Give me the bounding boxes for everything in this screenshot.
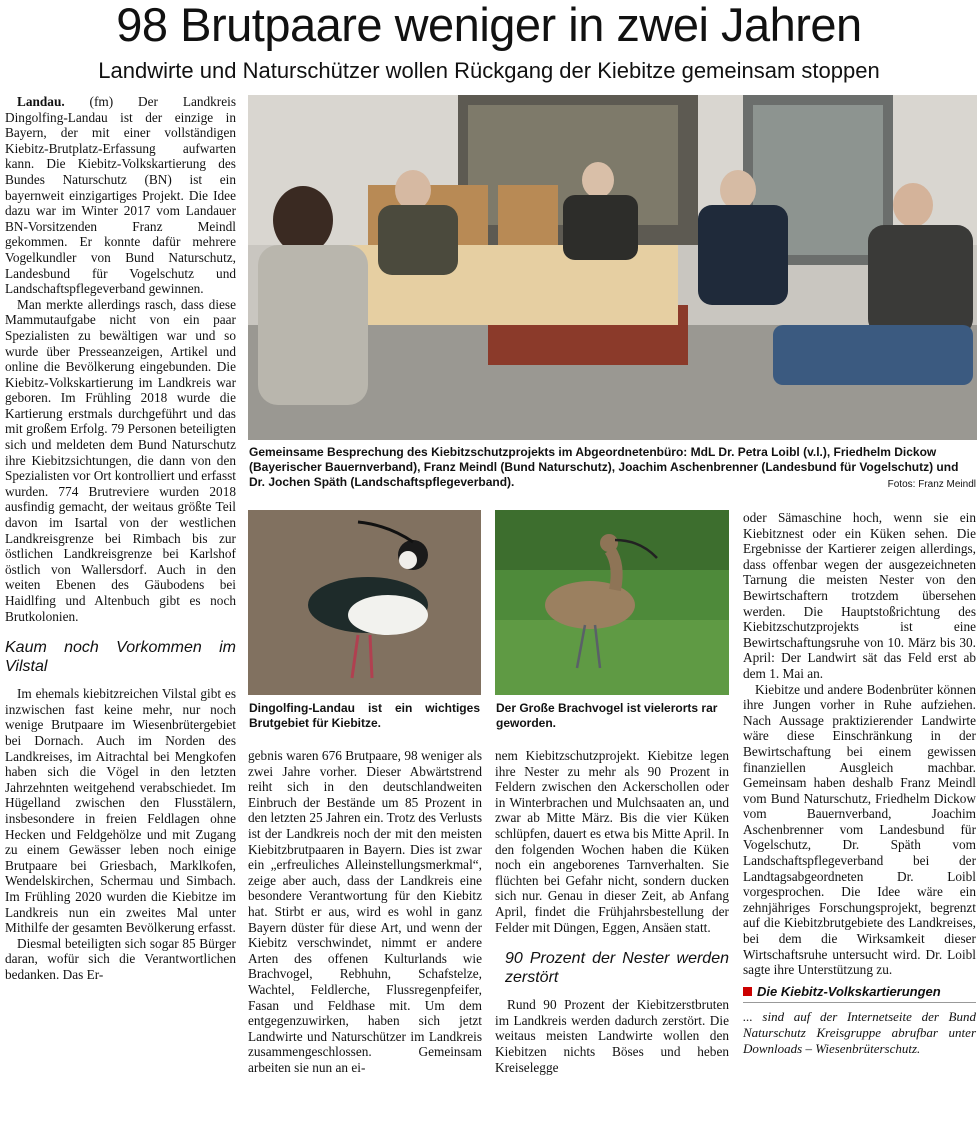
column-3 (495, 748, 729, 1075)
article-headline: 98 Brutpaare weniger in zwei Jahren (116, 0, 862, 51)
article-subheadline: Landwirte und Naturschützer wollen Rückgang der Kiebitze gemeinsam stoppen (98, 58, 880, 83)
paragraph: Im ehemals kiebitzreichen Vilstal gibt es inzwischen fast keine mehr, nur noch wenige Brutpaare im Wiesenbrütergebiet bei Dornach. Auch im Norden des Landkreises, im Aitrachtal bei Mengkofen haben sich die Vögel in den letzten Jahrzehnten weitgehend verabschiedet. Im Hügelland zwischen den Flusstälern, insbesondere in freien Feldlagen ohne Hecken und Feldgehölze und mit Zugang zu einem Gewässer leben noch einige Brutpaare bei Griesbach, Marklkofen, Wendelskirchen, Schermau und Simbach. Im Frühling 2020 wurden die Kiebitze im Landkreis nun ein zweites Mal unter Mithilfe der gesamten Bevölkerung erfasst. (5, 686, 236, 936)
paragraph: oder Sämaschine hoch, wenn sie ein Kiebitznest oder ein Küken sehen. Die Ergebnisse der Kartierer zeigen allerdings, dass offenbar wegen der ausgezeichneten Tarnung die meisten Nester von den Bewirtschaftern trotzdem übersehen werden. Die Hauptstoßrichtung des Kiebitzschutzprojekts ist eine Bewirtschaftungsruhe von 10. März bis 30. April: Der Landwirt sät das Feld erst ab dem 1. Mai an. (743, 510, 976, 681)
main-photo-caption: Gemeinsame Besprechung des Kiebitzschutzprojekts im Abgeordnetenbüro: MdL Dr. Petra Loibl (v.l.), Friedhelm Dickow (Bayerischer Bauernverband), Franz Meindl (Bund Naturschutz), Joachim Aschenbrenner (Landesbund für Vogelschutz) und Dr. Jochen Späth (Landschaftspflegeverband). Fotos: Franz Meindl (249, 445, 976, 490)
paragraph: Man merkte allerdings rasch, dass diese Mammutaufgabe nicht von ein paar Spezialisten zu bewältigen war und so wurde über Presseanzeigen, Artikel und online die Bevölkerung eingebunden. Die Kiebitz-Volkskartierung im Landkreis war geboren. Im Frühling 2018 wurde die Kartierung erstmals durchgeführt und das mit großem Erfolg. 79 Personen beteiligten sich und meldeten dem Bund Naturschutz ihre Kiebitzsichtungen, die dann von den Spezialisten vor Ort kontrolliert und erfasst wurden. 774 Brutreviere wurden 2018 ausfindig gemacht, der weitaus größte Teil davon im Isartal von der westlichen Landkreisgrenze bei Rimbach bis zur östlichen Landkreisgrenze bei Karlshof östlich von Wallersdorf. Auch in den weiten Ebenen des Gäubodens bei Haidlfing und Altenbuch gibt es noch Brutkolonien. (5, 296, 236, 624)
paragraph: Diesmal beteiligten sich sogar 85 Bürger daran, wofür sich die Verantwortlichen bedanken. Das Er- (5, 935, 236, 982)
curlew-image (495, 510, 729, 695)
dateline: Landau. (17, 94, 65, 109)
lapwing-photo (248, 510, 481, 695)
main-photo (248, 95, 977, 440)
lapwing-photo-caption: Dingolfing-Landau ist ein wichtiges Brutgebiet für Kiebitze. (249, 701, 480, 730)
column-1 (5, 94, 236, 982)
section-subhead: 90 Prozent der Nester werden zerstört (505, 950, 729, 987)
photo-credit: Fotos: Franz Meindl (887, 479, 976, 490)
lapwing-image (248, 510, 481, 695)
curlew-photo-caption: Der Große Brachvogel ist vielerorts rar geworden. (496, 701, 718, 730)
red-square-icon (743, 987, 752, 996)
curlew-photo (495, 510, 729, 695)
infobox-text: ... sind auf der Internetseite der Bund Naturschutz Kreisgruppe abrufbar unter Downloads – Wiesenbrüterschutz. (743, 1009, 976, 1056)
infobox-title: Die Kiebitz-Volkskartierungen (743, 984, 976, 1004)
paragraph: nem Kiebitzschutzprojekt. Kiebitze legen ihre Nester zu mehr als 90 Prozent in Feldern zwischen den Ackerschollen oder in Winterbrachen und Mulchsaaten an, und zwar ab Mitte März. Bis die vier Küken schlüpfen, dauert es etwa bis Mitte April. In den folgenden Wochen haben die Küken noch ein angeborenes Tarnverhalten. Sie flüchten bei Gefahr nicht, sondern ducken sich nur. Genau in dieser Zeit, ab Anfang April, findet die Frühjahrsbestellung der Felder mit Düngen, Eggen, Ansäen statt. (495, 748, 729, 935)
intro-paragraph: Landau. (fm) Der Landkreis Dingolfing-Landau ist der einzige in Bayern, der mit einer vollständigen Kiebitz-Brutplatz-Erfassung aufwarten kann. Die Kiebitz-Volkskartierung des Bundes Naturschutz (BN) ist ein bayernweit einzigartiges Projekt. Die Idee dazu war im Winter 2017 vom Landauer BN-Vorsitzenden Franz Meindl gekommen. Er konnte dafür mehrere Vogelkundler von Bund Naturschutz, Landesbund für Vogelschutz und Landschaftspflegeverband gewinnen. (5, 94, 236, 297)
paragraph: gebnis waren 676 Brutpaare, 98 weniger als zwei Jahre vorher. Dieser Abwärtstrend reiht sich in den deutschlandweiten Einbruch der Bestände um 85 Prozent in den letzten 25 Jahren ein. Trotz des Verlusts ist der Landkreis noch der mit den meisten Kiebitzbrutpaaren in Bayern. Dies ist zwar ein „erfreuliches Alleinstellungsmerkmal“, zeige aber auch, dass der Landkreis eine besondere Verantwortung für den Kiebitz hat. Stirbt er aus, wird es wohl in ganz Bayern düster für diese Art, und wenn der Kiebitz verschwindet, nimmt er andere Arten des offenen Kulturlands wie Brachvogel, Rebhuhn, Schafstelze, Wachtel, Feldlerche, Flussregenpfeifer, Fasan und Feldhase mit. Um dem entgegenzuwirken, haben sich jetzt Landwirte und Naturschützer im Landkreis zusammengeschlossen. Gemeinsam arbeiten sie nun an ei- (248, 748, 482, 1075)
column-2 (248, 748, 482, 1075)
paragraph: Rund 90 Prozent der Kiebitzerstbruten im Landkreis werden dadurch zerstört. Die weitaus meisten Landwirte wollen den Kiebitzen nichts Böses und heben Kreiselegge (495, 997, 729, 1075)
meeting-room-photo (248, 95, 977, 440)
paragraph: Kiebitze und andere Bodenbrüter können ihre Jungen vorher in Ruhe aufziehen. Nach Aussage praktizierender Landwirte wäre diese Einschränkung in der Bewirtschaftung bei einem gewissen finanziellen Ausgleich machbar. Gemeinsam haben deshalb Franz Meindl vom Bund Naturschutz, Friedhelm Dickow vom Bauernverband, Joachim Aschenbrenner vom Landesbund für Vogelschutz, Dr. Späth vom Landschaftspflegeverband bei der Landtagsabgeordneten Dr. Loibl vorgesprochen. Die Idee wäre ein zehnjähriges Forschungsprojekt, begrenzt auf die Kiebitzbrutgebiete des Landkreises, bei dem die Wirksamkeit dieser Wirtschaftsruhe untersucht wird. Dr. Loibl sagte ihre Unterstützung zu. (743, 681, 976, 978)
section-subhead: Kaum noch Vorkommen im Vilstal (5, 639, 236, 676)
column-4 (743, 510, 976, 1056)
